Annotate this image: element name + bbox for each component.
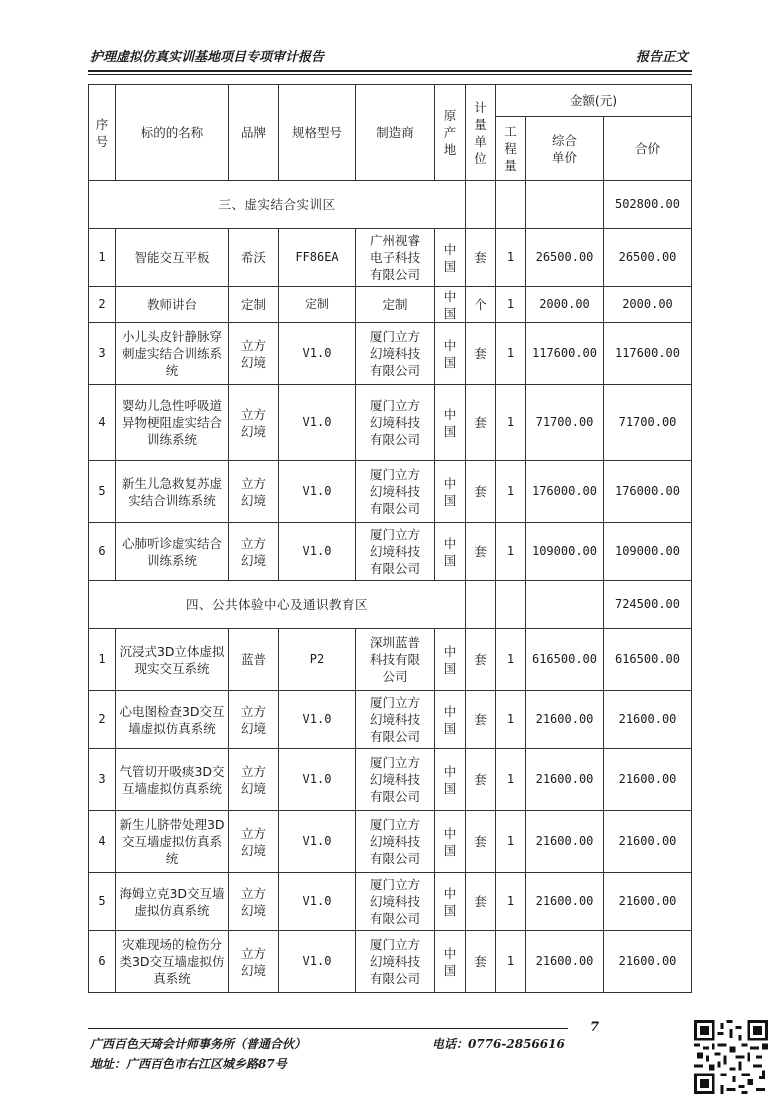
cell-name: 小儿头皮针静脉穿刺虚实结合训练系统 [116, 323, 229, 385]
cell-price: 21600.00 [526, 749, 604, 811]
cell-name: 气管切开吸痰3D交互墙虚拟仿真系统 [116, 749, 229, 811]
cell-origin: 中国 [435, 385, 466, 461]
cell-model: V1.0 [279, 385, 356, 461]
qr-code-icon [694, 1020, 768, 1094]
footer-phone: 电话：0776-2856616 [432, 1037, 565, 1051]
cell-name: 新生儿急救复苏虚实结合训练系统 [116, 461, 229, 523]
cell-model: V1.0 [279, 873, 356, 931]
table-row [89, 811, 692, 873]
page-header [90, 44, 688, 66]
cell-total: 21600.00 [604, 873, 692, 931]
table-row [89, 229, 692, 287]
cell-brand: 立方幻境 [229, 749, 279, 811]
cell-price: 26500.00 [526, 229, 604, 287]
cell-origin: 中国 [435, 287, 466, 323]
cell-total: 117600.00 [604, 323, 692, 385]
table-row [89, 931, 692, 993]
table-row [89, 323, 692, 385]
cell-total: 2000.00 [604, 287, 692, 323]
cell-total: 109000.00 [604, 523, 692, 581]
cell-unit: 套 [466, 931, 496, 993]
table-row [89, 873, 692, 931]
cell-seq: 1 [89, 629, 116, 691]
section-title: 三、虚实结合实训区 [89, 181, 466, 229]
cell-unit: 套 [466, 629, 496, 691]
cell-origin: 中国 [435, 811, 466, 873]
cell-seq: 6 [89, 931, 116, 993]
header-report-title: 护理虚拟仿真实训基地项目专项审计报告 [90, 50, 325, 65]
cell-maker: 厦门立方幻境科技有限公司 [356, 873, 435, 931]
table-row [89, 629, 692, 691]
cell-total: 21600.00 [604, 811, 692, 873]
section-empty-cell [526, 581, 604, 629]
cell-model: 定制 [279, 287, 356, 323]
cell-qty: 1 [496, 229, 526, 287]
cell-qty: 1 [496, 749, 526, 811]
cell-brand: 立方幻境 [229, 931, 279, 993]
cell-brand: 立方幻境 [229, 523, 279, 581]
cell-name: 海姆立克3D交互墙虚拟仿真系统 [116, 873, 229, 931]
audit-equipment-table [88, 84, 692, 993]
cell-brand: 蓝普 [229, 629, 279, 691]
section-total: 724500.00 [604, 581, 692, 629]
table-row [89, 749, 692, 811]
cell-price: 616500.00 [526, 629, 604, 691]
cell-brand: 立方幻境 [229, 461, 279, 523]
cell-unit: 套 [466, 523, 496, 581]
cell-name: 智能交互平板 [116, 229, 229, 287]
footer-rule [88, 1028, 568, 1029]
cell-origin: 中国 [435, 629, 466, 691]
table-row [89, 385, 692, 461]
cell-total: 26500.00 [604, 229, 692, 287]
cell-model: V1.0 [279, 523, 356, 581]
cell-model: V1.0 [279, 811, 356, 873]
cell-price: 71700.00 [526, 385, 604, 461]
section-empty-cell [526, 181, 604, 229]
cell-maker: 厦门立方幻境科技有限公司 [356, 931, 435, 993]
cell-qty: 1 [496, 385, 526, 461]
cell-qty: 1 [496, 323, 526, 385]
cell-brand: 立方幻境 [229, 323, 279, 385]
cell-unit: 套 [466, 385, 496, 461]
cell-origin: 中国 [435, 873, 466, 931]
cell-seq: 2 [89, 691, 116, 749]
cell-name: 婴幼儿急性呼吸道异物梗阻虚实结合训练系统 [116, 385, 229, 461]
cell-maker: 定制 [356, 287, 435, 323]
cell-total: 71700.00 [604, 385, 692, 461]
section-row [89, 581, 692, 629]
footer-address: 地址：广西百色市右江区城乡路87号 [90, 1057, 287, 1071]
table-row [89, 287, 692, 323]
cell-brand: 立方幻境 [229, 385, 279, 461]
cell-price: 21600.00 [526, 931, 604, 993]
cell-seq: 3 [89, 749, 116, 811]
cell-qty: 1 [496, 461, 526, 523]
table-body [89, 181, 692, 993]
cell-unit: 套 [466, 323, 496, 385]
cell-price: 2000.00 [526, 287, 604, 323]
section-empty-cell [496, 581, 526, 629]
table-row [89, 523, 692, 581]
cell-model: P2 [279, 629, 356, 691]
cell-unit: 套 [466, 229, 496, 287]
cell-model: V1.0 [279, 461, 356, 523]
cell-unit: 套 [466, 811, 496, 873]
cell-unit: 个 [466, 287, 496, 323]
page-number: 7 [590, 1020, 600, 1035]
header-section-label: 报告正文 [635, 50, 688, 65]
cell-origin: 中国 [435, 461, 466, 523]
cell-maker: 厦门立方幻境科技有限公司 [356, 523, 435, 581]
cell-brand: 立方幻境 [229, 811, 279, 873]
cell-seq: 5 [89, 461, 116, 523]
cell-price: 21600.00 [526, 811, 604, 873]
header-model: 规格型号 [279, 85, 356, 181]
section-title: 四、公共体验中心及通识教育区 [89, 581, 466, 629]
cell-unit: 套 [466, 749, 496, 811]
section-total: 502800.00 [604, 181, 692, 229]
cell-name: 灾难现场的检伤分类3D交互墙虚拟仿真系统 [116, 931, 229, 993]
cell-seq: 4 [89, 811, 116, 873]
cell-seq: 3 [89, 323, 116, 385]
header-rule-thick [88, 70, 692, 72]
cell-seq: 4 [89, 385, 116, 461]
cell-name: 教师讲台 [116, 287, 229, 323]
cell-brand: 定制 [229, 287, 279, 323]
cell-maker: 厦门立方幻境科技有限公司 [356, 323, 435, 385]
cell-maker: 深圳蓝普科技有限公司 [356, 629, 435, 691]
header-price: 综合单价 [526, 117, 604, 181]
cell-maker: 厦门立方幻境科技有限公司 [356, 385, 435, 461]
cell-name: 心电图检查3D交互墙虚拟仿真系统 [116, 691, 229, 749]
header-amount: 金额(元) [496, 85, 692, 117]
cell-total: 176000.00 [604, 461, 692, 523]
cell-qty: 1 [496, 691, 526, 749]
header-origin: 原产地 [435, 85, 466, 181]
section-empty-cell [496, 181, 526, 229]
section-empty-cell [466, 181, 496, 229]
cell-seq: 6 [89, 523, 116, 581]
cell-price: 117600.00 [526, 323, 604, 385]
cell-qty: 1 [496, 931, 526, 993]
cell-model: FF86EA [279, 229, 356, 287]
header-name: 标的的名称 [116, 85, 229, 181]
cell-maker: 广州视睿电子科技有限公司 [356, 229, 435, 287]
cell-maker: 厦门立方幻境科技有限公司 [356, 691, 435, 749]
cell-origin: 中国 [435, 229, 466, 287]
cell-name: 心肺听诊虚实结合训练系统 [116, 523, 229, 581]
table-row [89, 461, 692, 523]
section-row [89, 181, 692, 229]
cell-qty: 1 [496, 287, 526, 323]
header-total: 合价 [604, 117, 692, 181]
cell-unit: 套 [466, 691, 496, 749]
cell-price: 176000.00 [526, 461, 604, 523]
cell-price: 109000.00 [526, 523, 604, 581]
header-seq: 序号 [89, 85, 116, 181]
table-row [89, 691, 692, 749]
cell-qty: 1 [496, 873, 526, 931]
cell-model: V1.0 [279, 691, 356, 749]
cell-name: 新生儿脐带处理3D交互墙虚拟仿真系统 [116, 811, 229, 873]
cell-origin: 中国 [435, 523, 466, 581]
cell-name: 沉浸式3D立体虚拟现实交互系统 [116, 629, 229, 691]
section-empty-cell [466, 581, 496, 629]
cell-brand: 希沃 [229, 229, 279, 287]
cell-brand: 立方幻境 [229, 873, 279, 931]
cell-total: 21600.00 [604, 749, 692, 811]
cell-unit: 套 [466, 461, 496, 523]
header-maker: 制造商 [356, 85, 435, 181]
cell-origin: 中国 [435, 931, 466, 993]
cell-seq: 5 [89, 873, 116, 931]
cell-unit: 套 [466, 873, 496, 931]
cell-seq: 1 [89, 229, 116, 287]
cell-total: 616500.00 [604, 629, 692, 691]
header-unit: 计量单位 [466, 85, 496, 181]
cell-model: V1.0 [279, 323, 356, 385]
header-qty: 工程量 [496, 117, 526, 181]
cell-maker: 厦门立方幻境科技有限公司 [356, 749, 435, 811]
cell-model: V1.0 [279, 931, 356, 993]
cell-price: 21600.00 [526, 873, 604, 931]
cell-origin: 中国 [435, 749, 466, 811]
cell-model: V1.0 [279, 749, 356, 811]
cell-maker: 厦门立方幻境科技有限公司 [356, 811, 435, 873]
header-rule-thin [88, 74, 692, 75]
cell-total: 21600.00 [604, 931, 692, 993]
cell-brand: 立方幻境 [229, 691, 279, 749]
cell-qty: 1 [496, 523, 526, 581]
cell-total: 21600.00 [604, 691, 692, 749]
cell-seq: 2 [89, 287, 116, 323]
cell-maker: 厦门立方幻境科技有限公司 [356, 461, 435, 523]
cell-price: 21600.00 [526, 691, 604, 749]
cell-qty: 1 [496, 811, 526, 873]
cell-qty: 1 [496, 629, 526, 691]
footer-firm: 广西百色天琦会计师事务所（普通合伙） [90, 1037, 307, 1051]
cell-origin: 中国 [435, 323, 466, 385]
cell-origin: 中国 [435, 691, 466, 749]
header-brand: 品牌 [229, 85, 279, 181]
